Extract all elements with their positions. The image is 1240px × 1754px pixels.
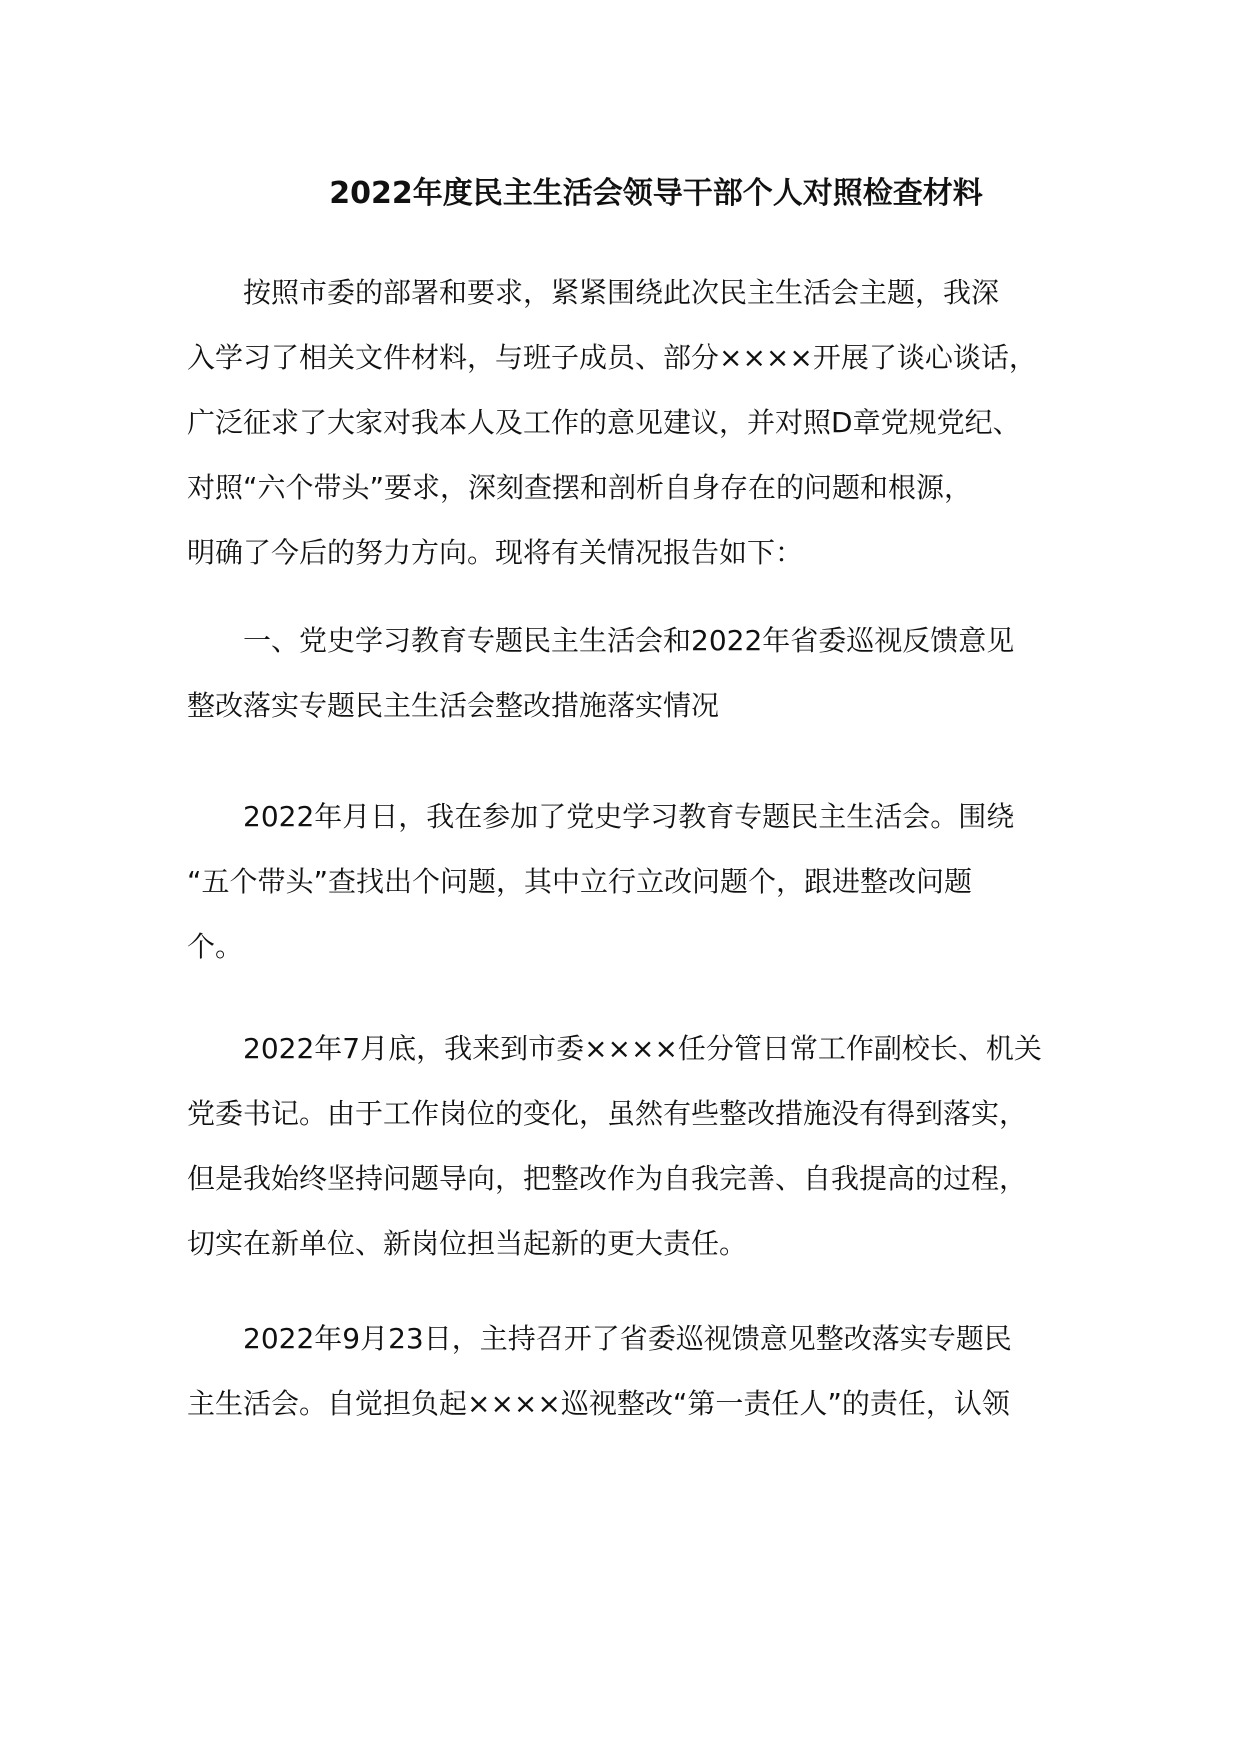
document-title: 2022年度民主生活会领导干部个人对照检查材料	[329, 176, 983, 211]
paragraph-line: 对照“六个带头”要求，深刻查摆和剖析自身存在的问题和根源，	[187, 471, 973, 504]
paragraph-line: “五个带头”查找出个问题，其中立行立改问题个，跟进整改问题	[187, 865, 973, 898]
paragraph-september	[187, 1306, 1087, 1436]
paragraph-party-history	[187, 784, 1087, 979]
paragraph-line: 切实在新单位、新岗位担当起新的更大责任。	[187, 1227, 748, 1260]
paragraph-line: 2022年9月23日，主持召开了省委巡视馈意见整改落实专题民	[243, 1322, 1012, 1355]
paragraph-july	[187, 1016, 1087, 1276]
paragraph-line: 2022年月日，我在参加了党史学习教育专题民主生活会。围绕	[243, 800, 1015, 833]
paragraph-line: 党委书记。由于工作岗位的变化，虽然有些整改措施没有得到落实，	[187, 1097, 1028, 1130]
paragraph-line: 按照市委的部署和要求，紧紧围绕此次民主生活会主题，我深	[243, 276, 1000, 309]
paragraph-line: 但是我始终坚持问题导向，把整改作为自我完善、自我提高的过程，	[187, 1162, 1028, 1195]
paragraph-line: 入学习了相关文件材料，与班子成员、部分××××开展了谈心谈话，	[187, 341, 1037, 374]
heading-line: 一、党史学习教育专题民主生活会和2022年省委巡视反馈意见	[243, 624, 1015, 657]
heading-line: 整改落实专题民主生活会整改措施落实情况	[187, 689, 720, 722]
section-heading-1	[187, 608, 1087, 738]
paragraph-line: 主生活会。自觉担负起××××巡视整改“第一责任人”的责任，认领	[187, 1387, 1010, 1420]
paragraph-line: 2022年7月底，我来到市委××××任分管日常工作副校长、机关	[243, 1032, 1042, 1065]
paragraph-intro	[187, 260, 1087, 585]
paragraph-line: 个。	[187, 930, 244, 963]
paragraph-line: 广泛征求了大家对我本人及工作的意见建议，并对照D章党规党纪、	[187, 406, 1021, 439]
paragraph-line: 明确了今后的努力方向。现将有关情况报告如下：	[187, 536, 804, 569]
